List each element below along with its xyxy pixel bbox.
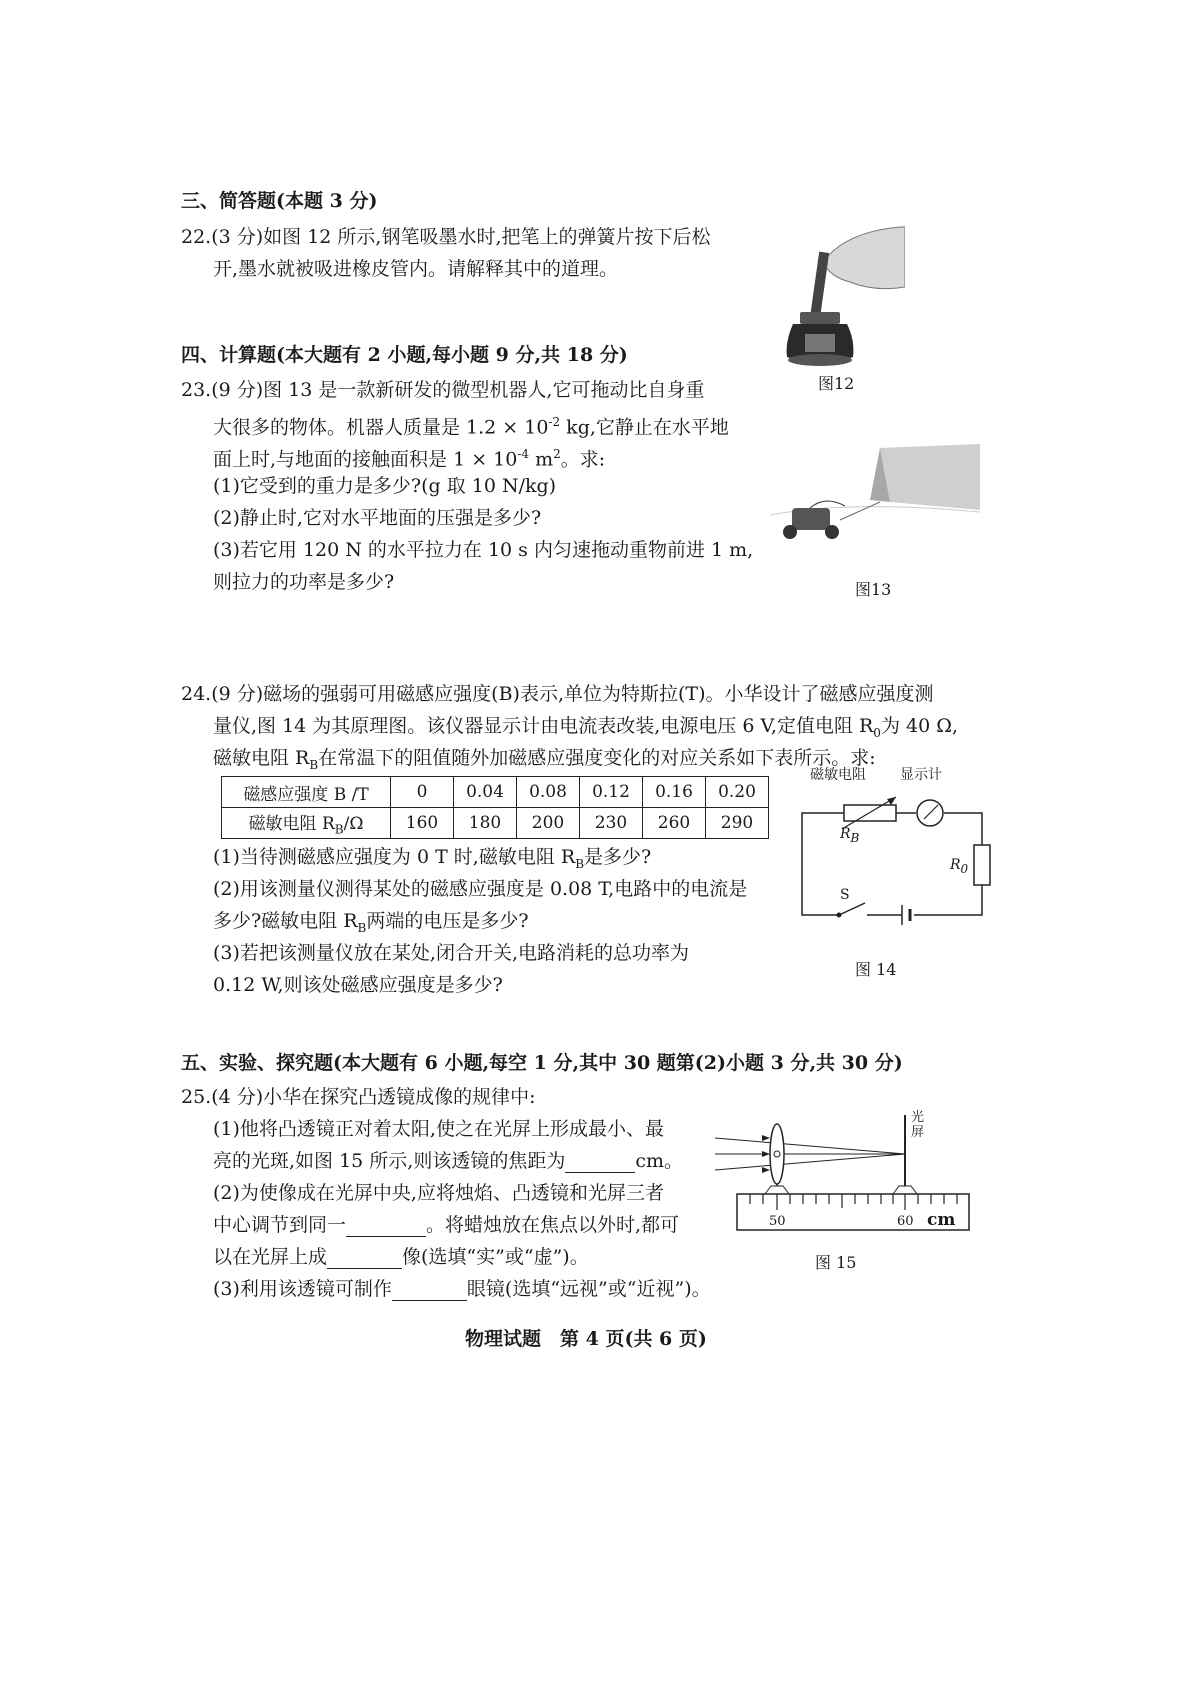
label-r0: $R_0$ — [950, 857, 969, 876]
answer-blank-focal[interactable] — [565, 1154, 635, 1173]
q24-sub3-line2: 0.12 W,则该处磁感应强度是多少? — [213, 974, 503, 996]
robot-figure — [770, 440, 980, 555]
q24-line2: 量仪,图 14 为其原理图。该仪器显示计由电流表改装,电源电压 6 V,定值电阻 $R_0$为 40 Ω, — [213, 715, 958, 740]
table-cell: 0.04 — [454, 777, 517, 808]
table-head-cell: 磁感应强度 B /T — [222, 777, 391, 808]
section-4-title: 四、计算题(本大题有 2 小题,每小题 9 分,共 18 分) — [181, 344, 628, 366]
resistance-table — [221, 776, 769, 839]
lens-bench-figure — [715, 1110, 975, 1250]
label-switch: S — [840, 887, 850, 903]
table-cell: 160 — [391, 808, 454, 839]
table-cell: 230 — [580, 808, 643, 839]
screen-label: 光屏 — [911, 1110, 925, 1140]
fig14-caption: 图 14 — [855, 960, 897, 979]
r0-resistor — [974, 845, 990, 885]
unit-cm: cm — [927, 1210, 956, 1230]
table-row — [222, 808, 769, 839]
table-cell: 0.12 — [580, 777, 643, 808]
table-cell: 0.08 — [517, 777, 580, 808]
label-rb-name: 磁敏电阻 — [810, 767, 866, 783]
q23-line1: 23.(9 分)图 13 是一款新研发的微型机器人,它可拖动比自身重 — [181, 379, 705, 401]
fig13-caption: 图13 — [855, 580, 892, 599]
table-cell: 290 — [706, 808, 769, 839]
table-row — [222, 777, 769, 808]
q23-sub1: (1)它受到的重力是多少?(g 取 10 N/kg) — [213, 475, 557, 497]
label-rb: $R_B$ — [840, 826, 860, 845]
answer-blank-height[interactable] — [346, 1218, 426, 1237]
fig12-caption: 图12 — [818, 374, 855, 393]
q24-sub2: (2)用该测量仪测得某处的磁感应强度是 0.08 T,电路中的电流是 — [213, 878, 748, 900]
section-5-title: 五、实验、探究题(本大题有 6 小题,每空 1 分,其中 30 题第(2)小题 3 分,共 30 分) — [181, 1052, 903, 1074]
q25-sub2-line2: 中心调节到同一 。将蜡烛放在焦点以外时,都可 — [213, 1214, 680, 1236]
q22-line2: 开,墨水就被吸进橡皮管内。请解释其中的道理。 — [213, 258, 619, 280]
q25-sub1: (1)他将凸透镜正对着太阳,使之在光屏上形成最小、最 — [213, 1118, 664, 1140]
tick-50: 50 — [769, 1214, 786, 1229]
q22-line1: 22.(3 分)如图 12 所示,钢笔吸墨水时,把笔上的弹簧片按下后松 — [181, 226, 711, 248]
answer-blank-glasses[interactable] — [392, 1282, 467, 1301]
label-meter: 显示计 — [900, 767, 942, 783]
q25-sub1-line2: 亮的光斑,如图 15 所示,则该透镜的焦距为 cm。 — [213, 1150, 684, 1172]
page-footer: 物理试题 第 4 页(共 6 页) — [465, 1328, 707, 1350]
table-cell: 0.16 — [643, 777, 706, 808]
convex-lens-icon — [770, 1124, 784, 1184]
q23-sub3-line1: (3)若它用 120 N 的水平拉力在 10 s 内匀速拖动重物前进 1 m, — [213, 539, 754, 561]
q24-sub3: (3)若把该测量仪放在某处,闭合开关,电路消耗的总功率为 — [213, 942, 689, 964]
q23-line2: 大很多的物体。机器人质量是 $1.2 \times 10^{-2}$ kg,它静止在水平地 — [213, 415, 729, 439]
q23-sub3-line2: 则拉力的功率是多少? — [213, 571, 395, 593]
ink-bottle-figure — [775, 222, 905, 372]
q25-line1: 25.(4 分)小华在探究凸透镜成像的规律中: — [181, 1086, 536, 1108]
q24-sub1: (1)当待测磁感应强度为 0 T 时,磁敏电阻 $R_B$是多少? — [213, 846, 652, 871]
q24-line1: 24.(9 分)磁场的强弱可用磁感应强度(B)表示,单位为特斯拉(T)。小华设计了磁感应强度测 — [181, 683, 934, 705]
q24-sub2-line2: 多少?磁敏电阻 $R_B$两端的电压是多少? — [213, 910, 529, 935]
circuit-diagram — [792, 767, 992, 955]
table-cell: 260 — [643, 808, 706, 839]
q23-line3: 面上时,与地面的接触面积是 $1 \times 10^{-4}$ $m^2$。求: — [213, 447, 606, 471]
tick-60: 60 — [897, 1214, 914, 1229]
q25-sub2: (2)为使像成在光屏中央,应将烛焰、凸透镜和光屏三者 — [213, 1182, 664, 1204]
q25-sub3: (3)利用该透镜可制作 眼镜(选填“远视”或“近视”)。 — [213, 1278, 711, 1300]
q24-line3: 磁敏电阻 $R_B$在常温下的阻值随外加磁感应强度变化的对应关系如下表所示。求: — [213, 747, 876, 772]
fig15-caption: 图 15 — [815, 1253, 857, 1272]
q23-sub2: (2)静止时,它对水平地面的压强是多少? — [213, 507, 542, 529]
table-cell: 180 — [454, 808, 517, 839]
table-cell: 0 — [391, 777, 454, 808]
q25-sub2-line3: 以在光屏上成 像(选填“实”或“虚”)。 — [213, 1246, 589, 1268]
table-cell: 0.20 — [706, 777, 769, 808]
section-3-title: 三、简答题(本题 3 分) — [181, 190, 378, 212]
table-cell: 200 — [517, 808, 580, 839]
table-head-cell: 磁敏电阻 $R_B/\Omega$ — [222, 808, 391, 839]
answer-blank-image[interactable] — [327, 1250, 402, 1269]
